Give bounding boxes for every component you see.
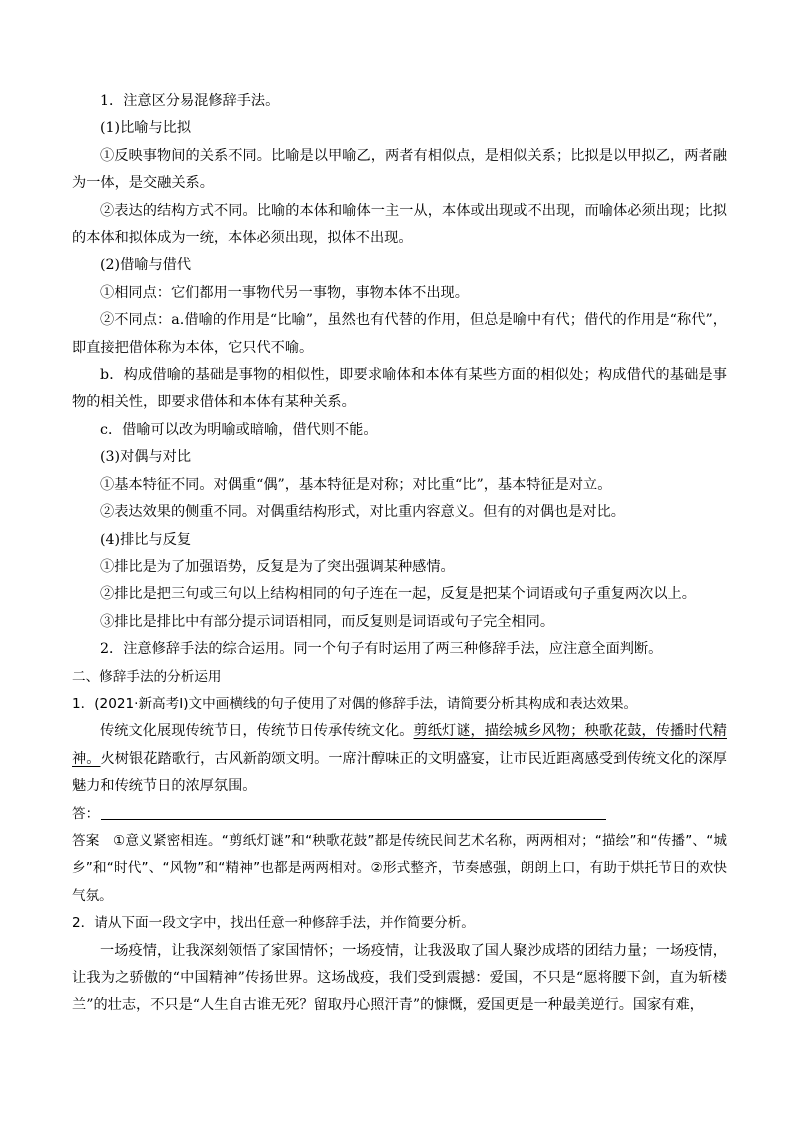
section-2-heading: 二、修辞手法的分析运用 bbox=[72, 668, 222, 685]
sub-2-title: (2)借喻与借代 bbox=[100, 257, 192, 274]
sub-3-title: (3)对偶与对比 bbox=[100, 449, 192, 466]
question-2-passage: 一场疫情，让我深刻领悟了家国情怀；一场疫情，让我汲取了国人聚沙成塔的团结力量；一场疫情，让我为之骄傲的“中国精神”传扬世界。这场战疫，我们受到震撼：爱国，不只是“愿将腰下剑，直为斩楼兰”的壮志，不只是“人生自古谁无死？留取丹心照汗青”的慷慨，爱国更是一种最美逆行。国家有难， bbox=[72, 942, 727, 1014]
passage-text-a: 传统文化展现传统节日，传统节日传承传统文化。 bbox=[100, 723, 414, 740]
answer-text: ①意义紧密相连。“剪纸灯谜”和“秧歌花鼓”都是传统民间艺术名称，两两相对；“描绘”和“传播”、“城乡”和“时代”、“风物”和“精神”也都是两两相对。②形式整齐，节奏感强，朗朗上口，有助于烘托节日的欢快气氛。 bbox=[72, 832, 728, 904]
passage-text-b: 火树银花踏歌行，古风新韵颂文明。一席汁醇味正的文明盛宴，让市民近距离感受到传统文化的深厚魅力和传统节日的浓厚氛围。 bbox=[72, 750, 727, 795]
sub-1-title: (1)比喻与比拟 bbox=[100, 120, 192, 137]
sub-4-title: (4)排比与反复 bbox=[100, 531, 192, 548]
item-2: 2．注意修辞手法的综合运用。同一个句子有时运用了两三种修辞手法，应注意全面判断。 bbox=[100, 641, 663, 658]
sub-4-para-2: ②排比是把三句或三句以上结构相同的句子连在一起，反复是把某个词语或句子重复两次以上。 bbox=[100, 586, 696, 603]
answer-line bbox=[72, 801, 727, 828]
sub-3-para-2: ②表达效果的侧重不同。对偶重结构形式，对比重内容意义。但有的对偶也是对比。 bbox=[100, 504, 625, 521]
sub-2-para-3: b．构成借喻的基础是事物的相似性，即要求喻体和本体有某些方面的相似处；构成借代的基础是事物的相关性，即要求借体和本体有某种关系。 bbox=[72, 367, 727, 411]
item-1-title: 1．注意区分易混修辞手法。 bbox=[100, 93, 280, 109]
sub-4-para-3: ③排比是排比中有部分提示词语相同，而反复则是词语或句子完全相同。 bbox=[100, 613, 555, 630]
answer-blank[interactable] bbox=[101, 803, 606, 820]
question-1: 1．(2021·新高考Ⅰ)文中画横线的句子使用了对偶的修辞手法，请简要分析其构成和表达效果。 bbox=[72, 695, 638, 712]
sub-1-para-2: ②表达的结构方式不同。比喻的本体和喻体一主一从，本体或出现或不出现，而喻体必须出现；比拟的本体和拟体成为一统，本体必须出现，拟体不出现。 bbox=[72, 202, 727, 247]
question-2: 2．请从下面一段文字中，找出任意一种修辞手法，并作简要分析。 bbox=[72, 915, 475, 932]
answer-block bbox=[72, 828, 727, 910]
answer-prefix: 答案 bbox=[72, 832, 100, 849]
sub-2-para-1: ①相同点：它们都用一事物代另一事物，事物本体不出现。 bbox=[100, 284, 469, 301]
answer-label: 答： bbox=[72, 805, 100, 822]
question-1-passage bbox=[72, 718, 727, 800]
passage-underlined-sentence: 剪纸灯谜，描绘城乡风物；秧歌花鼓，传播时代精神。 bbox=[72, 723, 727, 767]
sub-3-para-1: ①基本特征不同。对偶重“偶”，基本特征是对称；对比重“比”，基本特征是对立。 bbox=[100, 476, 612, 493]
sub-2-para-2: ②不同点：a.借喻的作用是“比喻”，虽然也有代替的作用，但总是喻中有代；借代的作用是“称代”，即直接把借体称为本体，它只代不喻。 bbox=[72, 312, 727, 356]
document-content bbox=[72, 88, 727, 1020]
sub-1-para-1: ①反映事物间的关系不同。比喻是以甲喻乙，两者有相似点，是相似关系；比拟是以甲拟乙，两者融为一体，是交融关系。 bbox=[72, 147, 727, 192]
sub-2-para-4: c．借喻可以改为明喻或暗喻，借代则不能。 bbox=[100, 421, 378, 438]
sub-4-para-1: ①排比是为了加强语势，反复是为了突出强调某种感情。 bbox=[100, 558, 455, 575]
